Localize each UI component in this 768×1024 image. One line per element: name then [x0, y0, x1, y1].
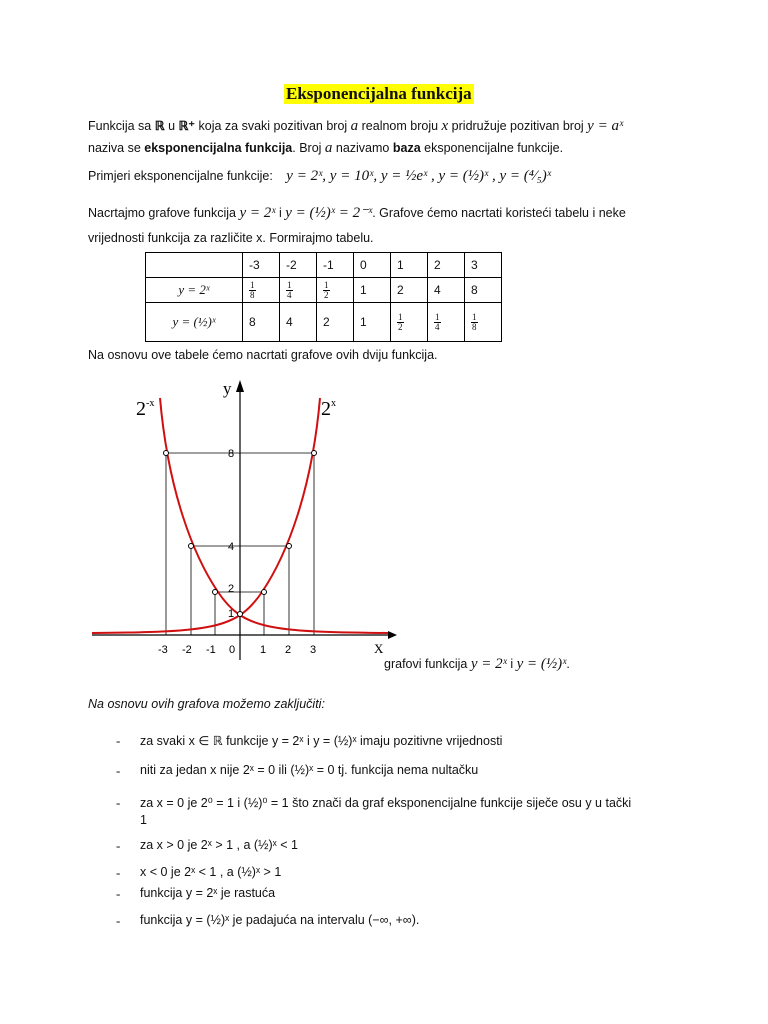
table-cell [391, 303, 428, 342]
table-cell: 4 [428, 278, 465, 303]
table-cell [428, 303, 465, 342]
bullet-mark: - [116, 886, 121, 901]
table-cell: -2 [280, 253, 317, 278]
data-point [189, 544, 194, 549]
bullet-mark: - [116, 795, 121, 810]
table-cell: 8 [243, 303, 280, 342]
table-row [146, 303, 502, 342]
bullet-text-continuation: 1 [140, 813, 147, 827]
x-tick-label: -3 [158, 644, 168, 656]
x-tick-label: 1 [260, 644, 267, 656]
bullet-text: niti za jedan x nije 2ˣ = 0 ili (½)ˣ = 0 tj. funkcija nema nultačku [140, 763, 479, 777]
x-tick-label: -2 [182, 644, 192, 656]
after-table-text: Na osnovu ove tabele ćemo nacrtati grafove ovih dviju funkcija. [88, 348, 438, 362]
data-point [164, 451, 169, 456]
bullet-text: funkcija y = 2ˣ je rastuća [140, 886, 276, 900]
table-cell: 4 [280, 303, 317, 342]
y-axis-arrow [236, 380, 244, 392]
table-cell [465, 303, 502, 342]
bullet-text: za x = 0 je 2⁰ = 1 i (½)⁰ = 1 što znači da graf eksponencijalne funkcije siječe osu y u tački [140, 796, 632, 810]
bullet-mark: - [116, 838, 121, 853]
x-axis-label: X [374, 641, 384, 656]
curve-2-to-x [92, 398, 320, 633]
table-cell: 2 [317, 303, 354, 342]
value-table [145, 252, 502, 342]
bullet-text: funkcija y = (½)ˣ je padajuća na intervalu (−∞, +∞). [140, 913, 420, 927]
table-cell [317, 278, 354, 303]
fraction: $\frac{1}{2}$ [398, 311, 403, 332]
table-cell: 1 [391, 253, 428, 278]
table-corner-cell [146, 253, 243, 278]
page-title: Eksponencijalna funkcija [286, 84, 472, 103]
table-cell [280, 278, 317, 303]
bullet-mark: - [116, 763, 121, 778]
exponential-graph [88, 370, 408, 670]
y-tick-labels [228, 448, 234, 620]
fraction: $\frac{1}{4}$ [435, 311, 440, 332]
x-tick-label: 2 [285, 644, 292, 656]
left-curve-label: $2^{-x}$ [136, 398, 155, 420]
conclusion-heading: Na osnovu ovih grafova možemo zaključiti: [88, 697, 325, 711]
data-point [312, 451, 317, 456]
table-row-label: y = 2ˣ [146, 278, 243, 303]
table-cell: -1 [317, 253, 354, 278]
data-point [238, 612, 243, 617]
bullet-mark: - [116, 733, 121, 748]
y-tick-label: 1 [228, 608, 235, 620]
table-row-label: y = (½)ˣ [146, 303, 243, 342]
draw-line-2: vrijednosti funkcija za različite x. Formirajmo tabelu. [88, 231, 374, 245]
bullet-text: za x > 0 je 2ˣ > 1 , a (½)ˣ < 1 [140, 838, 298, 852]
fraction: $\frac{1}{8}$ [250, 279, 255, 300]
intro-line-1: Funkcija sa ℝ u ℝ⁺ koja za svaki pozitivan broj a realnom broju x pridružuje pozitivan broj y = aˣ [88, 118, 624, 134]
graph-caption: grafovi funkcija y = 2ˣ i y = (½)ˣ. [384, 656, 570, 672]
fraction: $\frac{1}{4}$ [287, 279, 292, 300]
fraction: $\frac{1}{8}$ [472, 311, 477, 332]
bullet-text: x < 0 je 2ˣ < 1 , a (½)ˣ > 1 [140, 865, 282, 879]
table-cell: 1 [354, 278, 391, 303]
y-tick-label: 8 [228, 448, 235, 460]
bullet-mark: - [116, 913, 121, 928]
table-row [146, 278, 502, 303]
data-point [262, 590, 267, 595]
x-tick-label: 3 [310, 644, 317, 656]
x-tick-label: -1 [206, 644, 216, 656]
table-cell: 2 [391, 278, 428, 303]
intro-line-2: naziva se eksponencijalna funkcija. Broj a nazivamo baza eksponencijalne funkcije. [88, 140, 564, 156]
table-cell: 1 [354, 303, 391, 342]
y-tick-label: 4 [228, 541, 235, 553]
draw-line-1: Nacrtajmo grafove funkcija y = 2ˣ i y = (½)ˣ = 2⁻ˣ. Grafove ćemo nacrtati koristeći tabelu i neke [88, 205, 626, 221]
y-axis-label: y [223, 379, 232, 398]
fraction: $\frac{1}{2}$ [324, 279, 329, 300]
table-cell: 2 [428, 253, 465, 278]
y-tick-label: 2 [228, 583, 235, 595]
table-cell: -3 [243, 253, 280, 278]
bullet-text: za svaki x ∈ ℝ funkcije y = 2ˣ i y = (½)ˣ imaju pozitivne vrijednosti [140, 734, 503, 748]
table-cell: 3 [465, 253, 502, 278]
bullet-mark: - [116, 865, 121, 880]
x-tick-labels [158, 644, 316, 656]
right-curve-label: 2$^x$ [321, 398, 336, 420]
curve-2-to-minus-x [160, 398, 388, 633]
examples-line: Primjeri eksponencijalne funkcije: y = 2ˣ, y = 10ˣ, y = ½eˣ , y = (½)ˣ , y = (⁴⁄₅)ˣ [88, 168, 551, 184]
x-tick-label: 0 [229, 644, 236, 656]
table-header-row [146, 253, 502, 278]
x-axis-arrow [388, 631, 397, 639]
table-cell: 0 [354, 253, 391, 278]
data-point [213, 590, 218, 595]
data-point [287, 544, 292, 549]
table-cell [243, 278, 280, 303]
table-cell: 8 [465, 278, 502, 303]
